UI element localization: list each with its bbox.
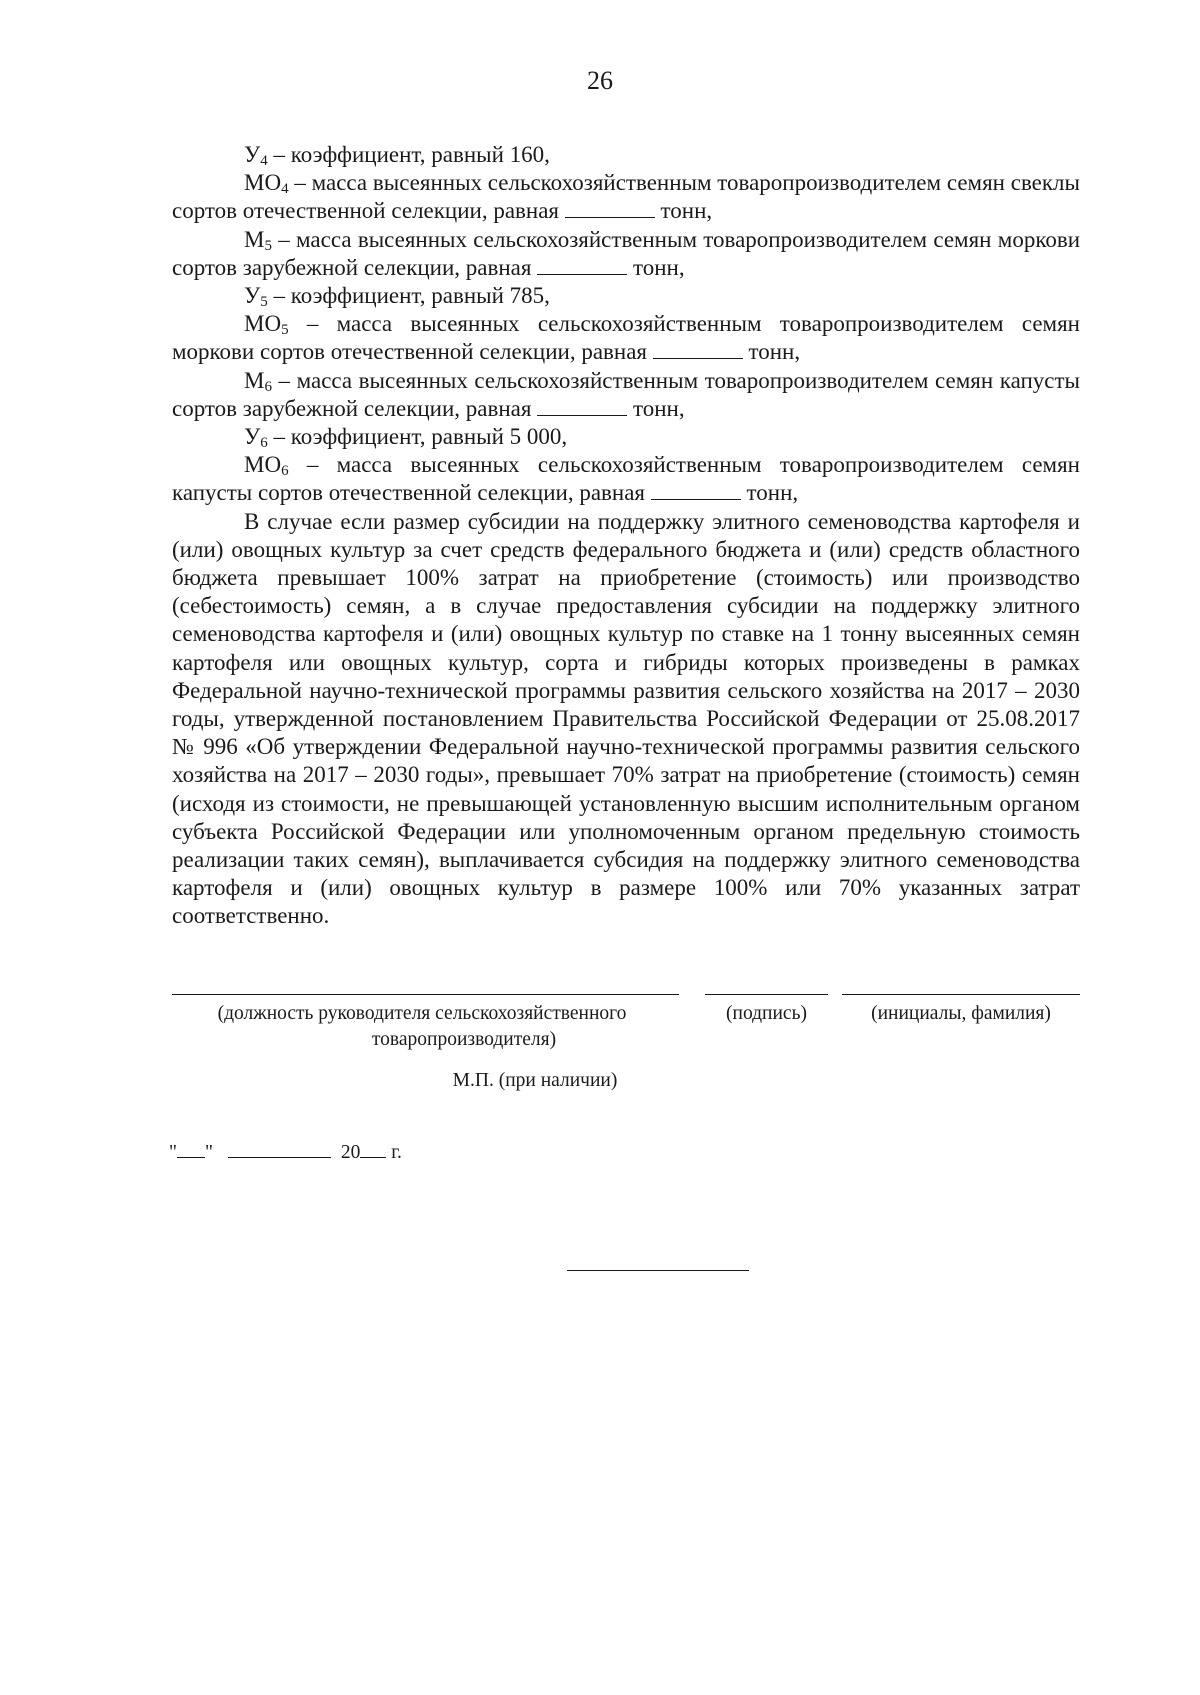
blank-field[interactable] bbox=[537, 256, 627, 275]
paragraph-m5 bbox=[172, 226, 1080, 282]
blank-field[interactable] bbox=[653, 340, 743, 359]
page-number: 26 bbox=[587, 66, 613, 95]
date-line bbox=[169, 1140, 402, 1164]
unit-text: тонн, bbox=[654, 198, 713, 224]
year-prefix: 20 bbox=[340, 1142, 361, 1163]
date-open-quote: " bbox=[169, 1142, 177, 1163]
variable-subscript: 6 bbox=[281, 463, 289, 480]
variable-subscript: 5 bbox=[264, 237, 272, 254]
blank-field[interactable] bbox=[537, 397, 627, 416]
paragraph-m6 bbox=[172, 367, 1080, 423]
unit-text: тонн, bbox=[627, 254, 685, 280]
variable-subscript: 6 bbox=[260, 435, 268, 452]
signature-lines bbox=[172, 994, 1080, 996]
variable: У bbox=[244, 283, 261, 309]
year-field[interactable] bbox=[360, 1140, 386, 1158]
month-field[interactable] bbox=[228, 1140, 331, 1158]
paragraph-text: – масса высеянных сельскохозяйственным товаропроизводителем семян свеклы сортов отечественной селекции, равная bbox=[172, 170, 1080, 224]
paragraph-text: – масса высеянных сельскохозяйственным товаропроизводителем семян моркови сортов отечественной селекции, равная bbox=[172, 311, 1080, 365]
paragraph-text: – масса высеянных сельскохозяйственным товаропроизводителем семян капусты сортов зарубежной селекции, равная bbox=[172, 367, 1080, 421]
paragraph-text: – коэффициент, равный 160, bbox=[267, 142, 550, 167]
name-line[interactable] bbox=[842, 994, 1080, 995]
paragraph-text: – масса высеянных сельскохозяйственным товаропроизводителем семян капусты сортов отечественной селекции, равная bbox=[172, 452, 1080, 506]
paragraph-u5 bbox=[172, 282, 1080, 310]
paragraph-u4 bbox=[172, 141, 1080, 169]
paragraph-mo4 bbox=[172, 169, 1080, 225]
stamp-place: М.П. (при наличии) bbox=[452, 1070, 618, 1091]
variable-subscript: 5 bbox=[260, 294, 268, 311]
position-caption bbox=[172, 1001, 672, 1053]
document-body bbox=[172, 141, 1080, 931]
position-line[interactable] bbox=[172, 994, 679, 995]
variable-subscript: 6 bbox=[264, 378, 272, 395]
position-caption-line2: товаропроизводителя) bbox=[371, 1029, 557, 1050]
paragraph-text: – коэффициент, равный 5 000, bbox=[267, 424, 568, 450]
date-close-quote: " bbox=[204, 1142, 213, 1163]
day-field[interactable] bbox=[177, 1140, 205, 1158]
variable: МО bbox=[244, 452, 282, 478]
variable: М bbox=[244, 226, 265, 252]
paragraph-text: – коэффициент, равный 785, bbox=[267, 283, 550, 309]
signature-caption: (подпись) bbox=[726, 1003, 807, 1024]
variable-subscript: 4 bbox=[281, 181, 289, 198]
blank-field[interactable] bbox=[651, 481, 741, 500]
variable: У bbox=[244, 424, 261, 450]
end-rule bbox=[567, 1270, 749, 1271]
paragraph-mo6 bbox=[172, 451, 1080, 507]
variable-subscript: 5 bbox=[281, 322, 289, 339]
signature-line[interactable] bbox=[705, 994, 828, 995]
main-paragraph: В случае если размер субсидии на поддержку элитного семеноводства картофеля и (или) овощных культур за счет средств федерального бюджета и (или) средств областного бюджета превышает 100% затрат на приобретение (стоимость) или производство (себестоимость) семян, а в случае предоставления субсидии на поддержку элитного семеноводства картофеля и (или) овощных культур по ставке на 1 тонну высеянных семян картофеля или овощных культур, сорта и гибриды которых произведены в рамках Федеральной научно-технической программы развития сельского хозяйства на 2017 – 2030 годы, утвержденной постановлением Правительства Российской Федерации от 25.08.2017 № 996 «Об утверждении Федеральной научно-технической программы развития сельского хозяйства на 2017 – 2030 годы», превышает 70% затрат на приобретение (стоимость) семян (исходя из стоимости, не превышающей установленную высшим исполнительным органом субъекта Российской Федерации или уполномоченным органом предельную стоимость реализации таких семян), выплачивается субсидия на поддержку элитного семеноводства картофеля и (или) овощных культур в размере 100% или 70% указанных затрат соответственно. bbox=[172, 508, 1080, 929]
position-caption-line1: (должность руководителя сельскохозяйственного bbox=[217, 1003, 627, 1024]
blank-field[interactable] bbox=[565, 199, 655, 218]
name-caption: (инициалы, фамилия) bbox=[871, 1003, 1051, 1024]
year-suffix: г. bbox=[386, 1142, 402, 1163]
paragraph-mo5 bbox=[172, 310, 1080, 366]
unit-text: тонн, bbox=[742, 339, 801, 365]
variable: У bbox=[244, 142, 261, 167]
variable: МО bbox=[244, 170, 282, 196]
variable: МО bbox=[244, 311, 282, 337]
paragraph-u6 bbox=[172, 423, 1080, 451]
unit-text: тонн, bbox=[740, 480, 799, 506]
unit-text: тонн, bbox=[627, 395, 685, 421]
variable-subscript: 4 bbox=[260, 153, 268, 169]
variable: М bbox=[244, 367, 265, 393]
paragraph-text: – масса высеянных сельскохозяйственным товаропроизводителем семян моркови сортов зарубежной селекции, равная bbox=[172, 226, 1080, 280]
